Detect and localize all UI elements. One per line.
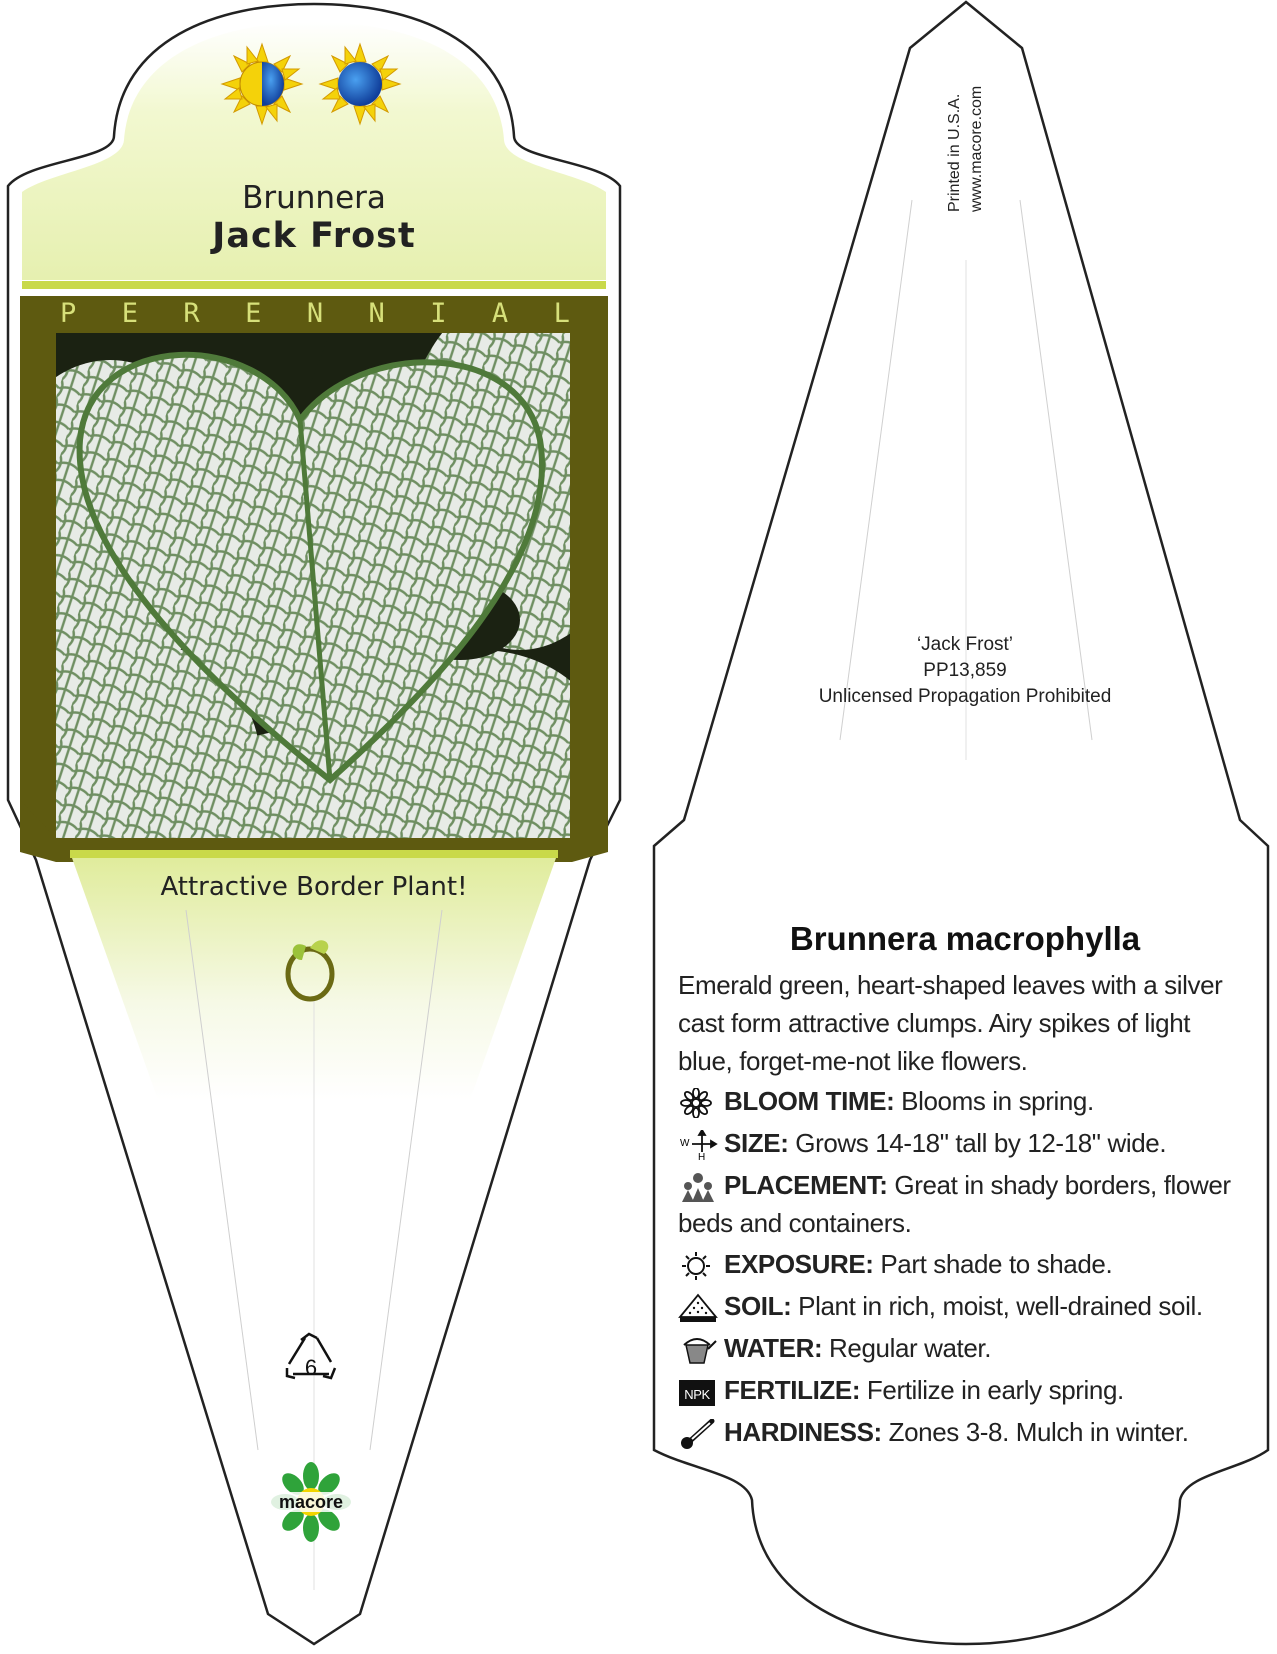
flower-icon bbox=[678, 1088, 718, 1118]
category-letter: I bbox=[430, 298, 447, 329]
category-label bbox=[60, 298, 570, 329]
attribute-value: Plant in rich, moist, well-drained soil. bbox=[791, 1291, 1203, 1321]
brand-logo-text: macore bbox=[278, 1492, 344, 1512]
category-letter: N bbox=[368, 298, 385, 329]
attribute-soil bbox=[678, 1287, 1258, 1325]
attribute-placement bbox=[678, 1166, 1258, 1242]
attribute-label: FERTILIZE: bbox=[724, 1375, 861, 1405]
attribute-label: EXPOSURE: bbox=[724, 1249, 874, 1279]
attribute-bloom-time bbox=[678, 1082, 1258, 1120]
npk-icon bbox=[678, 1377, 718, 1407]
category-letter: L bbox=[553, 298, 570, 329]
attribute-value: Blooms in spring. bbox=[894, 1086, 1094, 1116]
placement-icon bbox=[678, 1172, 718, 1202]
full-shade-icon bbox=[320, 44, 400, 124]
attribute-fertilize bbox=[678, 1371, 1258, 1409]
patent-number: PP13,859 bbox=[923, 660, 1007, 681]
category-letter: A bbox=[491, 298, 509, 329]
sun-icon bbox=[678, 1251, 718, 1281]
lime-band-lower bbox=[70, 850, 558, 858]
plant-description: Emerald green, heart-shaped leaves with a silver cast form attractive clumps. Airy spikes of light blue, forget-me-not like flowers. bbox=[678, 970, 1223, 1076]
watering-can-icon bbox=[678, 1335, 718, 1365]
patent-cultivar: ‘Jack Frost’ bbox=[916, 634, 1014, 655]
attribute-value: Zones 3-8. Mulch in winter. bbox=[881, 1417, 1189, 1447]
size-icon-w: W bbox=[680, 1138, 690, 1150]
attribute-label: PLACEMENT: bbox=[724, 1170, 888, 1200]
category-letter: E bbox=[245, 298, 262, 329]
category-letter: E bbox=[121, 298, 138, 329]
attribute-label: SOIL: bbox=[724, 1291, 792, 1321]
npk-label: NPK bbox=[684, 1387, 710, 1403]
attribute-label: WATER: bbox=[724, 1333, 823, 1363]
website: www.macore.com bbox=[968, 85, 985, 212]
patent-notice: Unlicensed Propagation Prohibited bbox=[818, 686, 1112, 707]
category-letter: P bbox=[60, 298, 77, 329]
attribute-value: Grows 14-18" tall by 12-18" wide. bbox=[788, 1128, 1167, 1158]
part-sun-icon bbox=[222, 44, 302, 124]
cultivar-name: Jack Frost bbox=[212, 216, 416, 256]
thermometer-icon bbox=[678, 1419, 718, 1449]
attribute-label: SIZE: bbox=[724, 1128, 789, 1158]
attribute-label: BLOOM TIME: bbox=[724, 1086, 895, 1116]
botanical-name: Brunnera macrophylla bbox=[789, 920, 1141, 957]
category-letter: R bbox=[183, 298, 200, 329]
genus-name: Brunnera bbox=[242, 180, 386, 216]
lime-band bbox=[22, 281, 606, 289]
soil-icon bbox=[678, 1293, 718, 1323]
plant-photo bbox=[0, 290, 640, 880]
attribute-size bbox=[678, 1124, 1258, 1162]
size-icon bbox=[678, 1130, 718, 1160]
attribute-value: Part shade to shade. bbox=[873, 1249, 1113, 1279]
attribute-exposure bbox=[678, 1245, 1258, 1283]
recycle-number: 6 bbox=[304, 1355, 318, 1380]
attribute-value: Regular water. bbox=[822, 1333, 992, 1363]
printed-in-usa: Printed in U.S.A. bbox=[946, 93, 963, 212]
attribute-value: Fertilize in early spring. bbox=[860, 1375, 1124, 1405]
attribute-value: Great in shady borders, flower beds and containers. bbox=[678, 1170, 1231, 1238]
attribute-water bbox=[678, 1329, 1258, 1367]
attribute-label: HARDINESS: bbox=[724, 1417, 882, 1447]
tagline: Attractive Border Plant! bbox=[160, 872, 468, 902]
attribute-hardiness bbox=[678, 1413, 1258, 1451]
category-letter: N bbox=[306, 298, 324, 329]
size-icon-h: H bbox=[698, 1152, 705, 1161]
